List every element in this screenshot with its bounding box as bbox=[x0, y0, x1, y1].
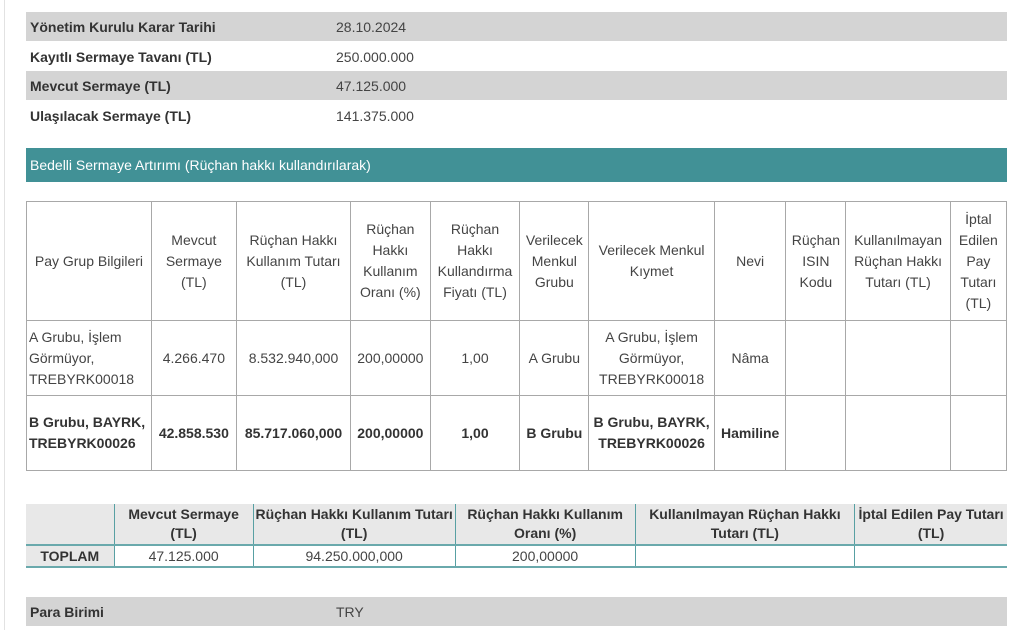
field-label: Ulaşılacak Sermaye (TL) bbox=[30, 107, 192, 124]
cell bbox=[950, 396, 1006, 471]
col-header: Verilecek Menkul Kıymet bbox=[589, 202, 715, 321]
col-header: Pay Grup Bilgileri bbox=[27, 202, 152, 321]
field-label: Mevcut Sermaye (TL) bbox=[30, 77, 171, 94]
cell: 4.266.470 bbox=[151, 321, 236, 396]
cell bbox=[846, 321, 950, 396]
content-area bbox=[26, 0, 1007, 630]
field-label: Yönetim Kurulu Karar Tarihi bbox=[30, 18, 216, 35]
totals-table bbox=[26, 504, 1007, 568]
cell: 200,00000 bbox=[455, 545, 635, 567]
table-header-row bbox=[27, 202, 1007, 321]
field-value: TRY bbox=[336, 603, 364, 620]
cell: Hamiline bbox=[714, 396, 785, 471]
left-border bbox=[4, 0, 5, 630]
col-header: Rüçhan Hakkı Kullanım Tutarı (TL) bbox=[236, 202, 350, 321]
totals-row bbox=[26, 545, 1007, 567]
cell bbox=[950, 321, 1006, 396]
cell: B Grubu, BAYRK, TREBYRK00026 bbox=[27, 396, 152, 471]
cell bbox=[855, 545, 1007, 567]
totals-header-row bbox=[26, 504, 1007, 545]
cell: B Grubu, BAYRK, TREBYRK00026 bbox=[589, 396, 715, 471]
cell: 85.717.060,000 bbox=[236, 396, 350, 471]
table-row bbox=[27, 321, 1007, 396]
cell: A Grubu, İşlem Görmüyor, TREBYRK00018 bbox=[27, 321, 152, 396]
field-value: 47.125.000 bbox=[336, 77, 407, 94]
cell bbox=[846, 396, 950, 471]
field-target-capital bbox=[26, 101, 1007, 130]
field-label: Para Birimi bbox=[30, 603, 104, 620]
field-value: 141.375.000 bbox=[336, 107, 414, 124]
cell: 200,00000 bbox=[351, 321, 430, 396]
cell: Nâma bbox=[714, 321, 785, 396]
col-header: İptal Edilen Pay Tutarı (TL) bbox=[950, 202, 1006, 321]
field-label: Kayıtlı Sermaye Tavanı (TL) bbox=[30, 48, 212, 65]
col-header: Rüçhan Hakkı Kullanım Tutarı (TL) bbox=[253, 504, 455, 545]
cell bbox=[786, 396, 846, 471]
col-header: İptal Edilen Pay Tutarı (TL) bbox=[855, 504, 1007, 545]
section-header: Bedelli Sermaye Artırımı (Rüçhan hakkı kullandırılarak) bbox=[26, 148, 1007, 182]
field-value: 250.000.000 bbox=[336, 48, 414, 65]
cell: 1,00 bbox=[430, 396, 520, 471]
col-header: Mevcut Sermaye (TL) bbox=[151, 202, 236, 321]
col-header: Mevcut Sermaye (TL) bbox=[114, 504, 253, 545]
col-header: Verilecek Menkul Grubu bbox=[520, 202, 589, 321]
totals-label: TOPLAM bbox=[26, 545, 114, 567]
cell: 42.858.530 bbox=[151, 396, 236, 471]
cell: 1,00 bbox=[430, 321, 520, 396]
col-header: Kullanılmayan Rüçhan Hakkı Tutarı (TL) bbox=[635, 504, 854, 545]
col-header: Rüçhan Hakkı Kullanım Oranı (%) bbox=[351, 202, 430, 321]
field-board-decision-date bbox=[26, 12, 1007, 41]
cell: 47.125.000 bbox=[114, 545, 253, 567]
rights-issue-table bbox=[26, 201, 1007, 471]
col-header: Rüçhan ISIN Kodu bbox=[786, 202, 846, 321]
cell bbox=[635, 545, 854, 567]
cell bbox=[786, 321, 846, 396]
col-header: Kullanılmayan Rüçhan Hakkı Tutarı (TL) bbox=[846, 202, 950, 321]
cell: A Grubu bbox=[520, 321, 589, 396]
cell: B Grubu bbox=[520, 396, 589, 471]
col-header: Rüçhan Hakkı Kullandırma Fiyatı (TL) bbox=[430, 202, 520, 321]
cell: 94.250.000,000 bbox=[253, 545, 455, 567]
field-registered-capital-ceiling bbox=[26, 42, 1007, 71]
field-current-capital bbox=[26, 71, 1007, 100]
col-header: Nevi bbox=[714, 202, 785, 321]
col-header: Rüçhan Hakkı Kullanım Oranı (%) bbox=[455, 504, 635, 545]
field-value: 28.10.2024 bbox=[336, 18, 407, 35]
table-row bbox=[27, 396, 1007, 471]
field-currency bbox=[26, 597, 1007, 626]
cell: 200,00000 bbox=[351, 396, 430, 471]
cell: A Grubu, İşlem Görmüyor, TREBYRK00018 bbox=[589, 321, 715, 396]
col-header bbox=[26, 504, 114, 545]
cell: 8.532.940,000 bbox=[236, 321, 350, 396]
